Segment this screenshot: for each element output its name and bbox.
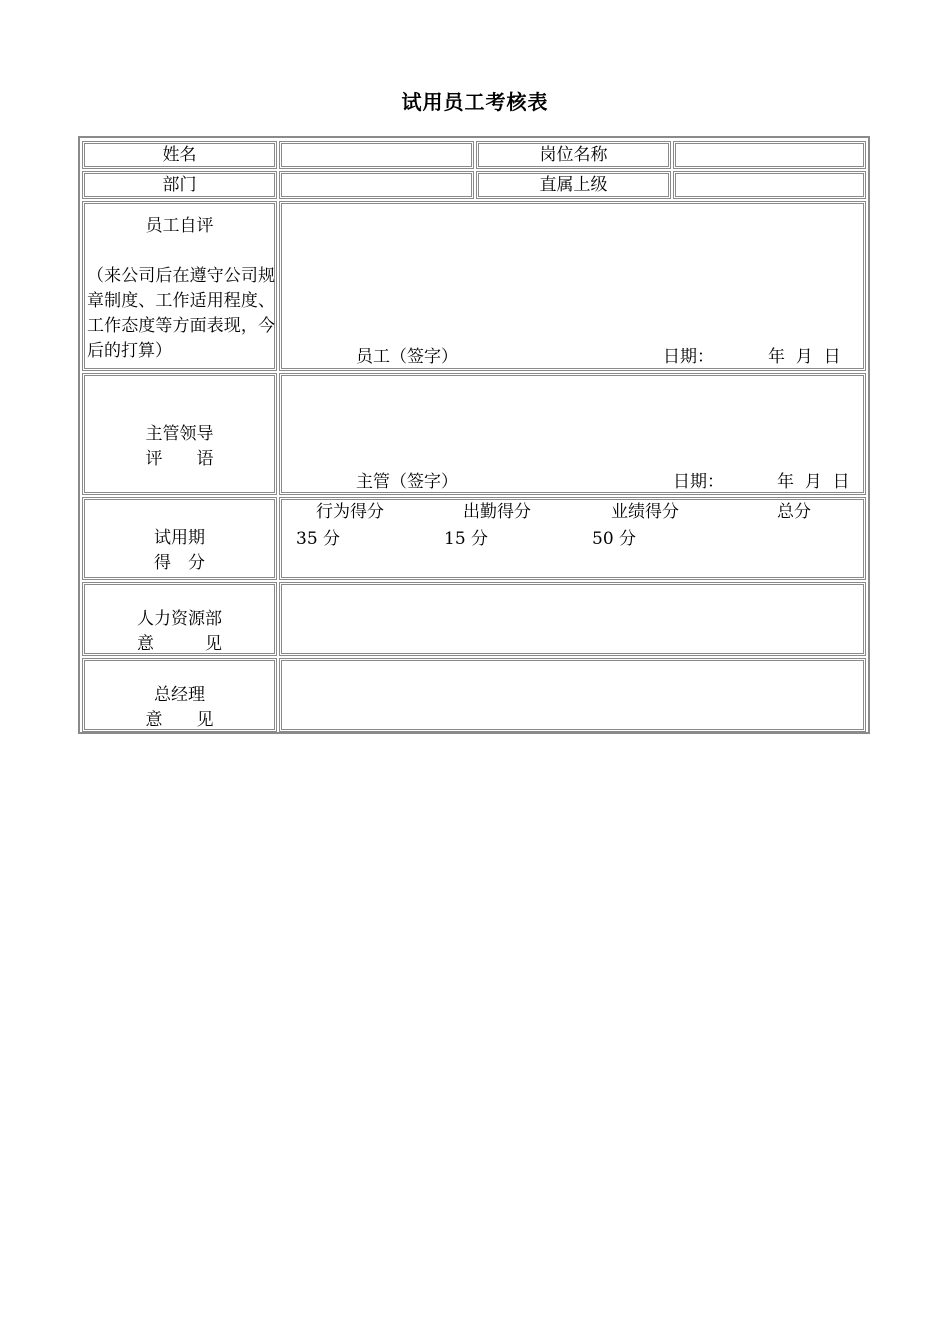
gm-label-line1: 总经理 <box>154 685 205 705</box>
hr-opinion-area[interactable] <box>279 582 866 656</box>
self-eval-ymd: 年 月 日 <box>768 347 841 367</box>
score-label-line1: 试用期 <box>154 528 205 548</box>
supervisor-field[interactable] <box>673 171 866 199</box>
self-eval-date-label: 日期： <box>663 347 714 367</box>
manager-ymd: 年 月 日 <box>777 472 850 492</box>
score-label-cell <box>82 497 277 580</box>
performance-score-label: 业绩得分 <box>611 502 679 522</box>
gm-opinion-area[interactable] <box>279 658 866 732</box>
self-eval-label: 员工自评 <box>145 216 214 236</box>
form-title: 试用员工考核表 <box>401 90 549 114</box>
total-score-label: 总分 <box>777 502 811 522</box>
behavior-score-label: 行为得分 <box>316 502 384 522</box>
manager-sign-label: 主管（签字） <box>356 472 458 492</box>
name-label: 姓名 <box>82 141 277 169</box>
position-field[interactable] <box>673 141 866 169</box>
gm-label-line2: 意 见 <box>145 710 214 730</box>
manager-label-line2: 评 语 <box>145 449 214 469</box>
manager-comment-area[interactable] <box>279 373 866 495</box>
name-field[interactable] <box>279 141 474 169</box>
score-area[interactable] <box>279 497 866 580</box>
attendance-score-label: 出勤得分 <box>463 502 531 522</box>
performance-points: 50 分 <box>592 529 637 549</box>
manager-date-label: 日期： <box>673 472 724 492</box>
dept-field[interactable] <box>279 171 474 199</box>
position-label: 岗位名称 <box>476 141 671 169</box>
self-eval-note: （来公司后在遵守公司规章制度、工作适用程度、工作态度等方面表现，今后的打算） <box>87 266 275 361</box>
hr-label-line2: 意 见 <box>137 634 222 654</box>
supervisor-label: 直属上级 <box>476 171 671 199</box>
self-eval-area[interactable] <box>279 201 866 371</box>
score-label-line2: 得 分 <box>154 553 205 573</box>
behavior-points: 35 分 <box>296 529 341 549</box>
manager-label-cell <box>82 373 277 495</box>
dept-label: 部门 <box>82 171 277 199</box>
manager-label-line1: 主管领导 <box>145 424 214 444</box>
hr-label-line1: 人力资源部 <box>137 609 222 629</box>
evaluation-form-table <box>78 136 870 734</box>
hr-label-cell <box>82 582 277 656</box>
employee-sign-label: 员工（签字） <box>356 347 458 367</box>
gm-label-cell <box>82 658 277 732</box>
attendance-points: 15 分 <box>444 529 489 549</box>
self-eval-label-cell <box>82 201 277 371</box>
